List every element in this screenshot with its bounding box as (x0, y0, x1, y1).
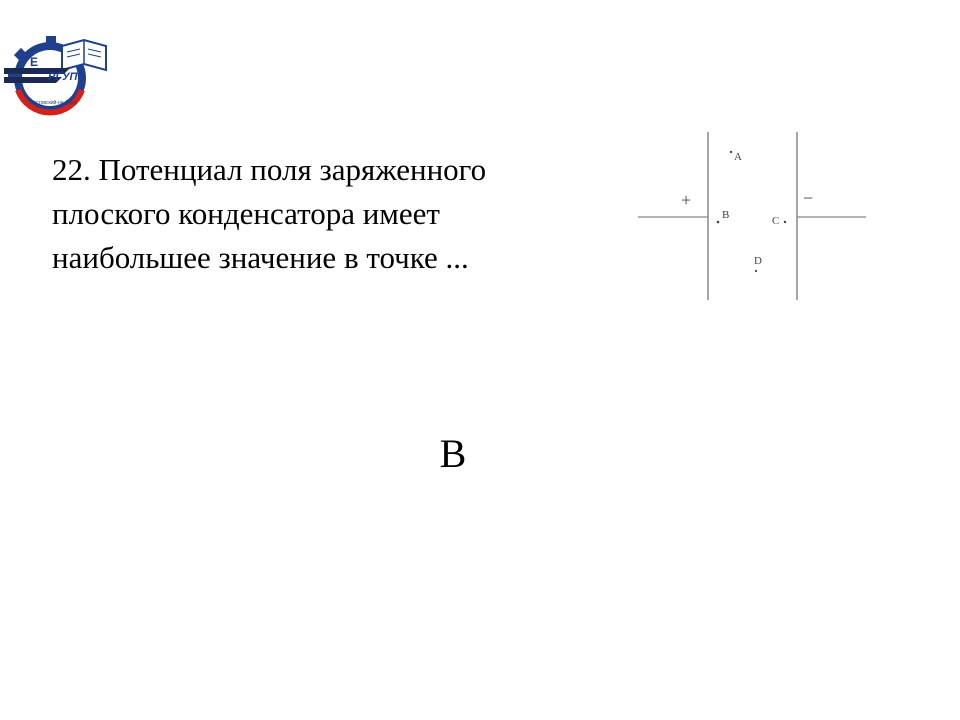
plus-sign: + (681, 190, 692, 210)
question-line: плоского конденсатора имеет (52, 196, 440, 231)
point-a-dot (730, 151, 732, 153)
svg-text:Е: Е (30, 55, 39, 69)
svg-text:Ростовский-на-Дону: Ростовский-на-Дону (30, 100, 77, 106)
point-b-label: B (722, 209, 730, 221)
point-c-dot (784, 221, 786, 223)
point-c-label: C (772, 215, 780, 227)
minus-sign: − (803, 188, 814, 208)
logo-emblem-icon (0, 28, 112, 120)
question-line: наибольшее значение в точке ... (52, 240, 469, 275)
question-text (52, 148, 612, 280)
capacitor-diagram (630, 128, 870, 304)
point-a-label: A (734, 151, 742, 163)
svg-text:РГУПС: РГУПС (48, 71, 86, 83)
point-b-dot (717, 221, 720, 224)
point-d-label: D (754, 255, 762, 267)
university-logo (0, 28, 112, 120)
point-d-dot (755, 270, 757, 272)
answer-text: B (439, 431, 467, 476)
question-line: 22. Потенциал поля заряженного (52, 152, 487, 187)
